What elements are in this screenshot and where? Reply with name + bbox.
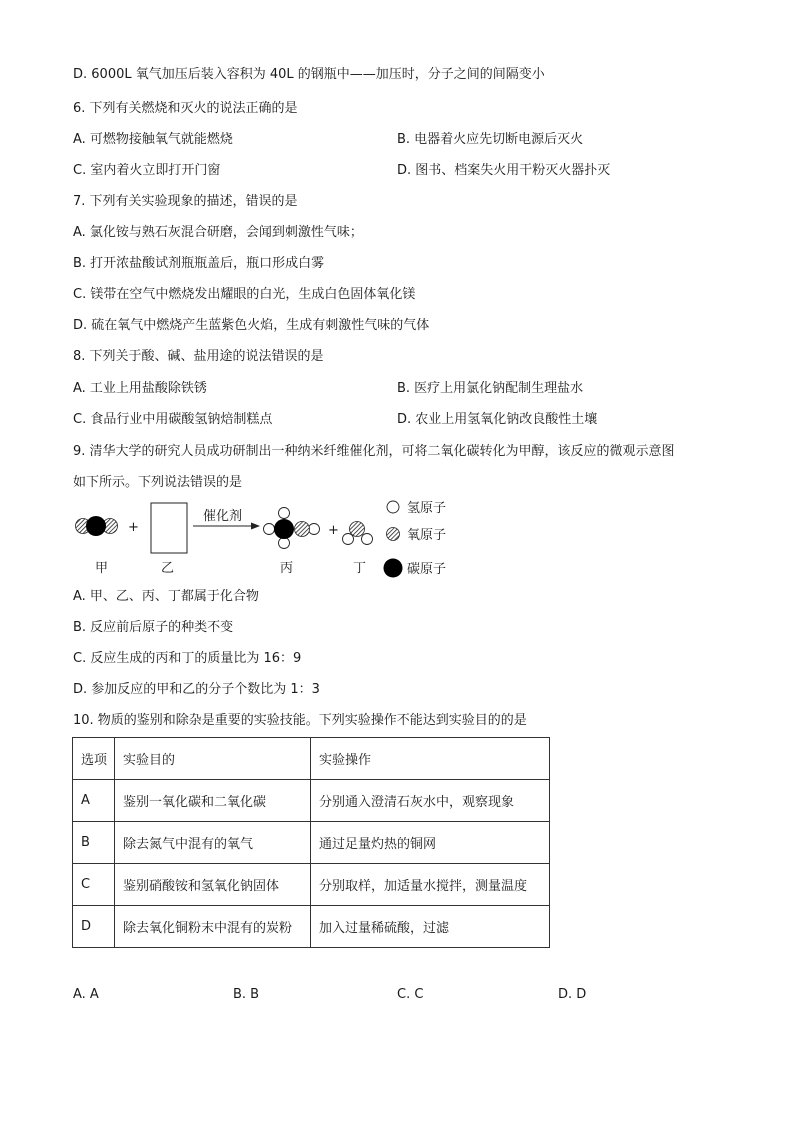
q9-stem-line2: 如下所示。下列说法错误的是 — [73, 475, 243, 490]
table-row — [73, 780, 550, 822]
row-operation: 通过足量灼热的铜网 — [311, 822, 550, 864]
molecule-yi-box — [151, 503, 187, 553]
header-option: 选项 — [73, 738, 115, 780]
plus-sign-2: + — [328, 523, 339, 538]
q10-choice-b: B. B — [233, 987, 260, 1002]
q9-option-a: A. 甲、乙、丙、丁都属于化合物 — [73, 589, 259, 604]
table-row — [73, 906, 550, 948]
legend-carbon: 碳原子 — [407, 562, 447, 577]
label-bing: 丙 — [280, 561, 294, 576]
q6-option-d: D. 图书、档案失火用干粉灭火器扑灭 — [397, 163, 611, 178]
molecule-bing — [264, 508, 320, 549]
q7-stem: 7. 下列有关实验现象的描述，错误的是 — [73, 194, 298, 209]
plus-sign-1: + — [128, 520, 139, 535]
carbon-atom-icon — [384, 559, 403, 578]
q8-option-a: A. 工业上用盐酸除铁锈 — [73, 381, 207, 396]
row-operation: 分别取样，加适量水搅拌，测量温度 — [311, 864, 550, 906]
oxygen-atom-icon — [387, 528, 400, 541]
q9-option-d: D. 参加反应的甲和乙的分子个数比为 1：3 — [73, 682, 320, 697]
header-purpose: 实验目的 — [115, 738, 311, 780]
q8-stem: 8. 下列关于酸、碱、盐用途的说法错误的是 — [73, 349, 324, 364]
q8-option-d: D. 农业上用氢氧化钠改良酸性土壤 — [397, 412, 598, 427]
q9-stem-line1: 9. 清华大学的研究人员成功研制出一种纳米纤维催化剂，可将二氧化碳转化为甲醇，该反应的微观示意图 — [73, 444, 675, 459]
legend-hydrogen: 氢原子 — [407, 501, 447, 516]
q6-option-c: C. 室内着火立即打开门窗 — [73, 163, 221, 178]
label-ding: 丁 — [353, 561, 367, 576]
legend-oxygen: 氧原子 — [407, 528, 447, 543]
table-row — [73, 864, 550, 906]
q10-choice-d: D. D — [558, 987, 587, 1002]
molecule-jia — [76, 516, 118, 536]
legend — [384, 501, 447, 578]
q7-option-a: A. 氯化铵与熟石灰混合研磨，会闻到刺激性气味； — [73, 225, 363, 240]
q10-choice-c: C. C — [397, 987, 424, 1002]
row-purpose: 鉴别硝酸铵和氢氧化钠固体 — [115, 864, 311, 906]
q10-stem: 10. 物质的鉴别和除杂是重要的实验技能。下列实验操作不能达到实验目的的是 — [73, 713, 527, 728]
q10-choice-a: A. A — [73, 987, 99, 1002]
row-option: D — [73, 906, 115, 948]
catalyst-label: 催化剂 — [203, 509, 243, 524]
row-operation: 加入过量稀硫酸，过滤 — [311, 906, 550, 948]
q6-option-b: B. 电器着火应先切断电源后灭火 — [397, 132, 584, 147]
q8-option-c: C. 食品行业中用碳酸氢钠焙制糕点 — [73, 412, 273, 427]
row-purpose: 除去氮气中混有的氧气 — [115, 822, 311, 864]
q9-option-c: C. 反应生成的丙和丁的质量比为 16：9 — [73, 651, 302, 666]
reaction-diagram — [70, 495, 470, 585]
q9-option-b: B. 反应前后原子的种类不变 — [73, 620, 234, 635]
q7-option-c: C. 镁带在空气中燃烧发出耀眼的白光，生成白色固体氧化镁 — [73, 287, 416, 302]
q7-option-d: D. 硫在氧气中燃烧产生蓝紫色火焰，生成有刺激性气味的气体 — [73, 318, 430, 333]
row-operation: 分别通入澄清石灰水中，观察现象 — [311, 780, 550, 822]
label-yi: 乙 — [161, 561, 175, 576]
molecule-ding — [343, 522, 373, 545]
row-purpose: 鉴别一氧化碳和二氧化碳 — [115, 780, 311, 822]
arrow-head-icon — [251, 523, 260, 530]
q7-option-b: B. 打开浓盐酸试剂瓶瓶盖后，瓶口形成白雾 — [73, 256, 325, 271]
hydrogen-atom-icon — [387, 501, 399, 513]
row-option: A — [73, 780, 115, 822]
q10-table — [72, 737, 550, 948]
label-jia: 甲 — [95, 561, 109, 576]
q6-option-a: A. 可燃物接触氧气就能燃烧 — [73, 132, 233, 147]
table-row — [73, 822, 550, 864]
table-header-row — [73, 738, 550, 780]
row-purpose: 除去氧化铜粉末中混有的炭粉 — [115, 906, 311, 948]
q6-stem: 6. 下列有关燃烧和灭火的说法正确的是 — [73, 101, 298, 116]
q8-option-b: B. 医疗上用氯化钠配制生理盐水 — [397, 381, 584, 396]
q5-option-d: D. 6000L 氧气加压后装入容积为 40L 的钢瓶中——加压时，分子之间的间隔变小 — [73, 67, 545, 82]
header-operation: 实验操作 — [311, 738, 550, 780]
row-option: B — [73, 822, 115, 864]
row-option: C — [73, 864, 115, 906]
